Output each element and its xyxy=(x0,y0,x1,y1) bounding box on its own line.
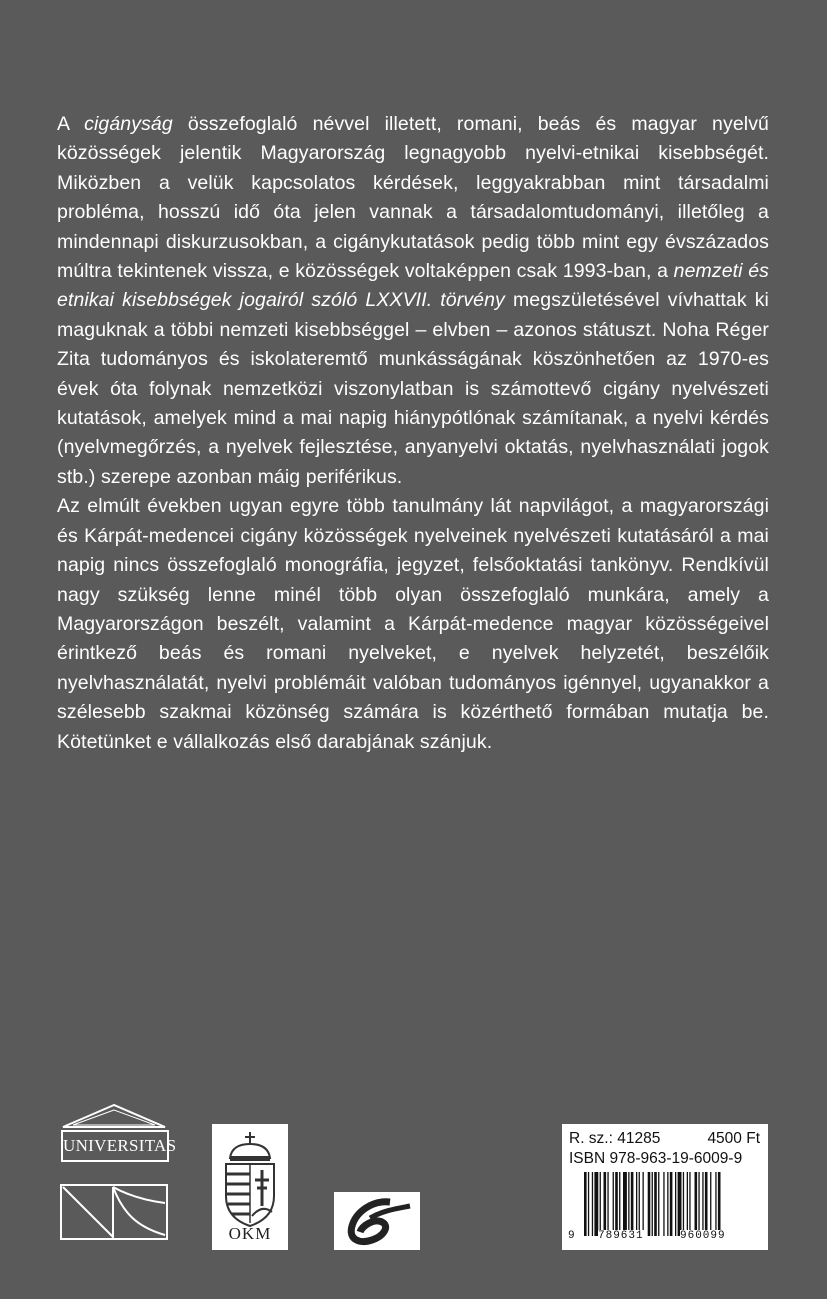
barcode-bar xyxy=(604,1172,607,1236)
book-emblem-icon xyxy=(57,1183,171,1241)
barcode-bar xyxy=(670,1172,673,1236)
barcode-bar xyxy=(663,1172,664,1236)
universitas-logo xyxy=(57,1103,177,1243)
barcode-bar xyxy=(592,1172,593,1236)
barcode-bar xyxy=(675,1172,676,1236)
barcode-bar xyxy=(588,1172,589,1236)
blurb-paragraph-1: A cigányság összefoglaló névvel illetett, romani, beás és magyar nyelvű közösségek jelentik Magyarország legnagyobb nyelvi-etnikai kisebbségét. Miközben a velük kapcsolatos kérdések, leggyakrabban mint társadalmi probléma, hosszú idő óta jelen vannak a társadalomtudományi, illetőleg a mindennapi diskurzusokban, a cigánykutatások pedig több mint egy évszázados múltra tekintenek vissza, e közösségek voltaképpen csak 1993-ban, a nemzeti és etnikai kisebbségek jogairól szóló LXXVII. törvény megszületésével vívhattak ki maguknak a többi nemzeti kisebbséggel – elvben – azonos státuszt. Noha Réger Zita tudományos és iskolateremtő munkásságának köszönhetően az 1970-es évek óta folynak nemzetközi viszonylatban is számottevő cigány nyelvészeti kutatások, amelyek mind a mai napig hiánypótlónak számítanak, a nyelvi kérdés (nyelvmegőrzés, a nyelvek fejlesztése, anyanyelvi oktatás, nyelvhasználati jogok stb.) szerepe azonban máig periférikus. xyxy=(57,113,769,488)
barcode-bar xyxy=(636,1172,637,1236)
blurb-paragraph-2: Az elmúlt években ugyan egyre több tanulmány lát napvilágot, a magyarországi és Kárpát-medencei cigány közösségek nyelveinek nyelvészeti kutatásáról a mai napig nincs összefoglaló monográfia, jegyzet, felsőoktatási tankönyv. Rendkívül nagy szükség lenne minél több olyan összefoglaló munkára, amely a Magyarországon beszélt, valamint a Kárpát-medence magyar közösségeivel érintkező beás és romani nyelveket, e nyelvek helyzetét, beszélőik nyelvhasználatát, nyelvi problémáit valóban tudományos igénnyel, ugyanakkor a szélesebb szakmai közönség számára is közérthető formában mutatja be. Kötetünket e vállalkozás első darabjának szánjuk. xyxy=(57,495,769,753)
barcode-right-digits: 960099 xyxy=(680,1230,726,1242)
barcode-bar xyxy=(584,1172,587,1236)
barcode-bar xyxy=(600,1172,601,1236)
barcode-bar xyxy=(678,1172,682,1236)
barcode-bar xyxy=(648,1172,651,1236)
barcode-bar xyxy=(687,1172,688,1236)
barcode-bar xyxy=(658,1172,659,1236)
barcode-bar xyxy=(639,1172,640,1236)
barcode-left-digits: 789631 xyxy=(598,1230,644,1242)
barcode-bar xyxy=(652,1172,653,1236)
barcode-bar xyxy=(710,1172,711,1236)
okm-logo xyxy=(212,1124,288,1250)
barcode-bar xyxy=(702,1172,703,1236)
barcode-first-digit: 9 xyxy=(568,1230,576,1242)
barcode-bar xyxy=(619,1172,620,1236)
barcode-bar xyxy=(607,1172,608,1236)
barcode-bar xyxy=(667,1172,668,1236)
barcode-bar xyxy=(594,1172,598,1236)
barcode-bar xyxy=(718,1172,721,1236)
italic-term: cigányság xyxy=(84,113,173,135)
barcode-bar xyxy=(654,1172,657,1236)
barcode-bar xyxy=(643,1172,644,1236)
barcode-bar xyxy=(698,1172,699,1236)
temple-pediment-icon xyxy=(57,1103,171,1133)
price: 4500 Ft xyxy=(707,1130,760,1147)
barcode-bar xyxy=(683,1172,684,1236)
barcode-bar xyxy=(615,1172,618,1236)
barcode-bar xyxy=(689,1172,690,1236)
universitas-wordmark: UNIVERSITAS xyxy=(61,1130,169,1162)
barcode-bar xyxy=(623,1172,627,1236)
barcode-bar xyxy=(628,1172,629,1236)
barcode-bar xyxy=(695,1172,698,1236)
blurb-text xyxy=(57,110,769,757)
barcode-bar xyxy=(631,1172,634,1236)
barcode-bar xyxy=(715,1172,716,1236)
coat-of-arms-icon xyxy=(212,1130,288,1230)
stylized-six-icon xyxy=(334,1192,420,1250)
isbn-number: ISBN 978-963-19-6009-9 xyxy=(569,1150,743,1167)
publisher-symbol-logo xyxy=(334,1192,420,1250)
barcode-bar xyxy=(613,1172,614,1236)
barcode-bar xyxy=(705,1172,708,1236)
isbn-barcode-panel xyxy=(562,1124,768,1250)
registration-number: R. sz.: 41285 xyxy=(569,1130,661,1147)
okm-wordmark: OKM xyxy=(228,1224,272,1243)
law-title: nemzeti és etnikai kisebbségek jogairól szóló LXXVII. törvény xyxy=(57,260,769,312)
